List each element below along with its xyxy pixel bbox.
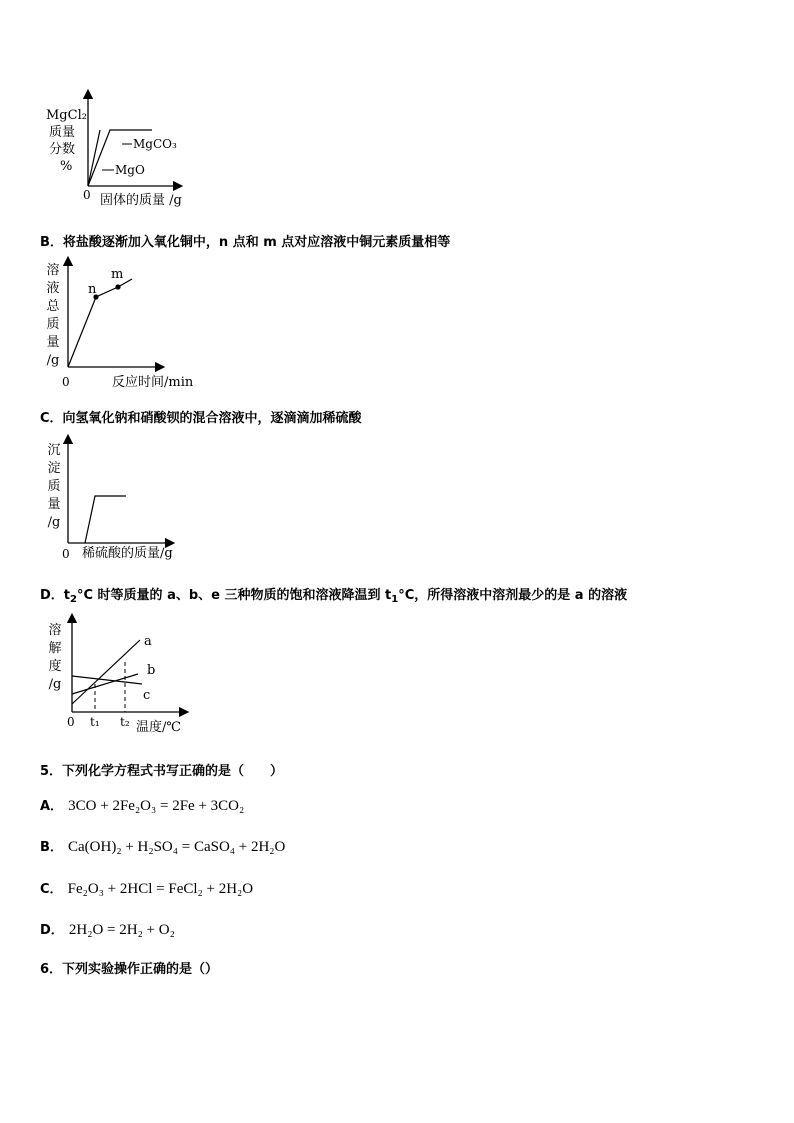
option-d-text [40,584,627,603]
graph-b-curve [68,279,132,367]
option-b-text: B．将盐酸逐渐加入氧化铜中，n 点和 m 点对应溶液中铜元素质量相等 [40,235,451,250]
option-d-text-sub2: 1 [391,594,399,605]
q5-option-b-letter: B． [40,840,63,855]
graph-a-ylabel-3: 分数 [49,142,76,157]
graph-c-xlabel: 稀硫酸的质量/g [82,546,173,561]
graph-d-ylabel-3: 度 [48,659,62,674]
graph-a-ylabel-1: MgCl₂ [46,108,87,123]
option-c-text: C．向氢氧化钠和硝酸钡的混合溶液中，逐滴滴加稀硫酸 [40,411,362,426]
graph-b-ylabel-5: 量 [46,335,60,350]
graph-c-plot [60,435,180,550]
graph-c-ylabel-5: /g [47,515,61,530]
graph-d-ylabel-4: /g [48,677,62,692]
graph-b-origin: 0 [62,375,70,389]
graph-d-ylabel [45,622,65,694]
q5-option-a-letter: A． [40,799,64,814]
graph-c-curve [85,496,126,543]
graph-c-origin: 0 [62,547,70,561]
q5-option-b [40,836,285,856]
graph-d-plot [64,614,194,719]
q5-option-b-equation: Ca(OH)₂ + H₂SO₄ = CaSO₄ + 2H₂O [68,839,286,855]
graph-c-ylabel-2: 淀 [47,461,61,476]
graph-d-label-c: c [143,688,151,703]
graph-b-xlabel: 反应时间/min [112,375,194,390]
graph-a-label-mgo: MgO [115,163,145,177]
graph-b-label-m: m [111,267,124,282]
q5-option-d-equation: 2H₂O = 2H₂ + O₂ [68,922,175,938]
q5-stem: 5．下列化学方程式书写正确的是（ ） [40,764,284,779]
option-d-text-mid: °C 时等质量的 a、b、e 三种物质的饱和溶液降温到 t [76,588,392,603]
q5-option-d [40,919,175,939]
graph-c-ylabel-1: 沉 [47,443,61,458]
option-d-text-suffix: °C，所得溶液中溶剂最少的是 a 的溶液 [398,588,628,603]
graph-d-ylabel-1: 溶 [48,623,62,638]
graph-a-ylabel-4: % [60,159,73,174]
graph-d-t1-label: t₁ [90,715,100,729]
graph-d-t2-label: t₂ [120,715,130,729]
graph-d-xlabel: 温度/℃ [136,720,181,735]
graph-d-origin: 0 [67,715,75,729]
graph-a-line-mgo [88,130,100,186]
graph-b-label-n: n [88,282,97,297]
graph-b-ylabel-1: 溶 [46,263,60,278]
graph-c-ylabel-4: 量 [47,497,61,512]
q6-stem: 6．下列实验操作正确的是（） [40,962,219,977]
graph-a-xlabel: 固体的质量 /g [100,193,182,208]
graph-d-ylabel-2: 解 [48,641,62,656]
graph-a-origin: 0 [83,188,91,202]
graph-b-ylabel-6: /g [46,353,60,368]
q5-option-a [40,795,244,815]
q5-option-c [40,878,253,898]
graph-b-ylabel-3: 总 [46,299,60,314]
graph-d-label-a: a [144,634,152,649]
q5-option-c-equation: Fe₂O₃ + 2HCl = FeCl₂ + 2H₂O [67,881,254,897]
option-d-text-sub1: 2 [70,594,77,605]
option-d-text-prefix: D．t [40,588,71,603]
graph-d-curve-a [72,640,140,704]
q5-option-d-letter: D． [40,923,64,938]
graph-c-ylabel-3: 质 [47,479,61,494]
graph-b-ylabel-2: 液 [46,281,60,296]
graph-d-label-b: b [147,663,156,678]
graph-b-ylabel-4: 质 [46,317,60,332]
graph-b-point-m [115,284,120,289]
graph-a-label-mgco3: MgCO₃ [133,137,177,151]
q5-option-a-equation: 3CO + 2Fe₂O₃ = 2Fe + 3CO₂ [68,798,245,814]
q5-option-c-letter: C． [40,882,63,897]
graph-a-ylabel-2: 质量 [49,125,76,140]
